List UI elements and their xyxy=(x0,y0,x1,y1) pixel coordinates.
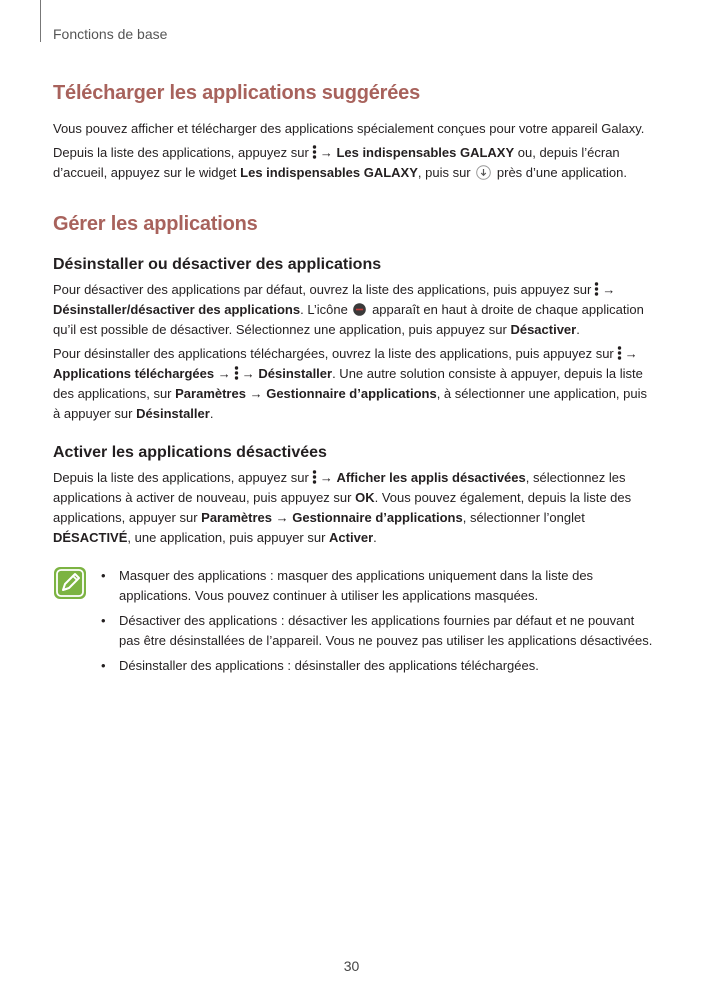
list-item: • Désactiver des applications : désactiver les applications fournies par défaut et ne pouvant pas être désinstallées de l’appareil. Vous ne pouvez pas utiliser les applications désactivées. xyxy=(101,613,653,648)
heading-manage-apps: Gérer les applications xyxy=(53,213,258,235)
heading-download-suggested-apps: Télécharger les applications suggérées xyxy=(53,82,420,104)
note-icon xyxy=(53,566,87,600)
subheading-enable-disabled: Activer les applications désactivées xyxy=(53,444,327,461)
more-options-icon xyxy=(312,470,317,484)
paragraph-intro: Vous pouvez afficher et télécharger des applications spécialement conçues pour votre appareil Galaxy. xyxy=(53,121,645,136)
more-options-icon xyxy=(617,346,622,360)
more-options-icon xyxy=(594,282,599,296)
note-box xyxy=(53,566,653,676)
remove-icon xyxy=(353,303,366,316)
more-options-icon xyxy=(312,145,317,159)
more-options-icon xyxy=(234,366,239,380)
subheading-uninstall-disable: Désinstaller ou désactiver des applications xyxy=(53,256,382,273)
list-item: • Masquer des applications : masquer des applications uniquement dans la liste des applications. Vous pouvez continuer à utiliser les applications masquées. xyxy=(101,568,594,603)
note-list xyxy=(53,566,653,676)
list-item: • Désinstaller des applications : désinstaller des applications téléchargées. xyxy=(101,658,539,673)
header-rule xyxy=(40,0,41,42)
paragraph-uninstall-apps: Pour désinstaller des applications téléchargées, ouvrez la liste des applications, puis appuyez sur → Applications téléchargées → → Désinstaller. Une autre solution consiste à appuyer, depuis la liste des applications, sur Paramètres → Gestionnaire d’applications, à sélectionner une application, puis à appuyer sur Désinstaller. xyxy=(53,346,647,421)
paragraph-download-steps: Depuis la liste des applications, appuyez sur → Les indispensables GALAXY ou, depuis l’écran d’accueil, appuyez sur le widget Les indispensables GALAXY, puis sur près d’une application. xyxy=(53,145,627,180)
page-number: 30 xyxy=(343,958,360,974)
section-header: Fonctions de base xyxy=(53,26,168,42)
page-content xyxy=(53,82,653,681)
paragraph-disable-apps: Pour désactiver des applications par défaut, ouvrez la liste des applications, puis appuyez sur → Désinstaller/désactiver des applications. L’icône apparaît en haut à droite de chaque application qu’il est possible de désactiver. Sélectionnez une application, puis appuyez sur Désactiver. xyxy=(53,282,644,337)
paragraph-enable-apps: Depuis la liste des applications, appuyez sur → Afficher les applis désactivées, sélectionnez les applications à activer de nouveau, puis appuyez sur OK. Vous pouvez également, depuis la liste des applications, appuyer sur Paramètres → Gestionnaire d’applications, sélectionner l’onglet DÉSACTIVÉ, une application, puis appuyer sur Activer. xyxy=(53,470,632,545)
download-icon xyxy=(476,165,491,180)
